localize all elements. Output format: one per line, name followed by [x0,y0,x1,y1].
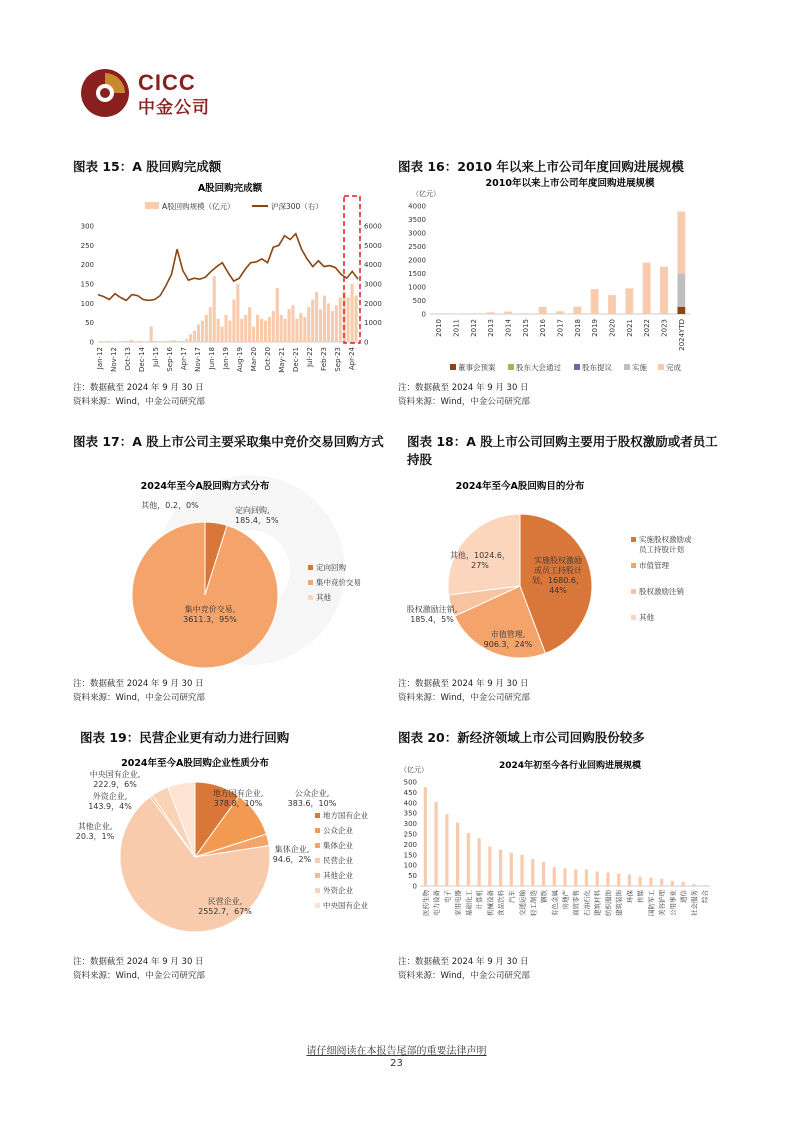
cicc-logo-icon [80,68,130,118]
x-tick-label: 2024YTD [677,319,686,351]
x-tick-label: 美容护理 [658,890,667,916]
legend-swatch [624,364,630,370]
y-left-tick-label: 250 [80,241,94,250]
industry-bar [477,838,480,886]
bar-完成 [573,307,581,314]
x-tick-label: 2019 [591,319,600,337]
buyback-bar [323,296,326,342]
buyback-bar [303,317,306,342]
buyback-bar [221,327,224,342]
y-tick-label: 300 [403,820,417,829]
y-right-tick-label: 5000 [364,241,382,250]
industry-bar [660,879,663,886]
y-axis-unit: （亿元） [412,190,440,198]
industry-bar [596,871,599,886]
x-tick-label: 2018 [573,319,582,337]
x-tick-label: Dec-14 [138,347,146,372]
legend-item: 实施 [632,363,647,372]
x-tick-label: 建筑材料 [593,890,602,916]
fig19-note: 注：数据截至 2024 年 9 月 30 日 [73,957,204,967]
legend-item: 董事会预案 [458,363,496,372]
industry-bar [445,814,448,886]
legend-item: 完成 [666,363,681,372]
y-right-tick-label: 1000 [364,319,382,328]
y-tick-label: 500 [412,297,426,305]
x-tick-label: Sep-23 [334,347,342,372]
buyback-bar [354,296,357,342]
y-tick-label: 350 [403,809,417,818]
x-tick-label: 环保 [625,890,634,903]
chart-buyback-completed [70,178,390,378]
x-tick-label: Jan-12 [96,347,104,370]
x-tick-label: 食品饮料 [497,890,506,916]
x-tick-label: 2011 [452,319,461,337]
buyback-bar [146,341,149,342]
x-tick-label: Nov-17 [194,347,202,372]
bar-完成 [504,312,512,314]
chart-title: A股回购完成额 [197,183,263,194]
x-tick-label: 钢铁 [540,890,549,903]
buyback-bar [335,305,338,342]
legend-swatch [631,537,636,542]
y-tick-label: 1500 [408,270,426,278]
buyback-bar [106,341,109,342]
x-tick-label: 商贸零售 [572,890,581,916]
buyback-bar [252,327,255,342]
buyback-bar [347,298,350,342]
buyback-bar [122,341,125,342]
chart-industry-buyback [398,752,718,952]
industry-bar [435,802,438,886]
pie-label-公众企业: 公众企业, 383.6，10% [287,789,337,808]
industry-bar [488,846,491,886]
bar-实施 [677,274,685,307]
buyback-bar [319,309,322,342]
buyback-bar [134,341,137,342]
x-tick-label: Feb-23 [320,347,328,371]
pie-label-外资企业: 外资企业, 143.9，4% [88,792,132,811]
chart-annual-buyback-progress [398,172,718,372]
y-tick-label: 3500 [408,216,426,224]
x-tick-label: Apr-17 [180,347,188,371]
x-tick-label: 2010 [435,319,444,337]
x-tick-label: Oct-20 [264,347,272,371]
fig18-note: 注：数据截至 2024 年 9 月 30 日 [398,679,529,689]
x-tick-label: 房地产 [561,890,570,910]
x-tick-label: 2015 [521,319,530,337]
y-left-tick-label: 0 [89,338,94,347]
x-tick-label: 计算机 [475,890,484,910]
legend-item-市值管理: 市值管理 [639,561,669,570]
y-tick-label: 100 [403,861,417,870]
x-tick-label: 2017 [556,319,565,337]
chart-buyback-purpose-pie [398,475,718,675]
x-tick-label: 基础化工 [464,890,473,916]
x-tick-label: 电子 [443,890,452,903]
buyback-bar [98,341,101,342]
x-tick-label: 社会服务 [690,890,699,916]
x-tick-label: Jun-18 [208,347,216,370]
legend-item-index: 沪深300（右） [271,202,323,211]
y-axis-unit: （亿元） [400,766,428,774]
x-tick-label: 交通运输 [518,890,527,916]
legend-swatch [574,364,580,370]
pie-label-其他企业: 其他企业, 20.3，1% [75,822,115,841]
fig15-title: 图表 15：A 股回购完成额 [73,159,222,174]
fig20-title: 图表 20：新经济领域上市公司回购股份较多 [398,730,645,745]
legend-item-其他企业: 其他企业 [323,871,353,880]
buyback-bar [256,315,259,342]
legend-swatch [308,565,313,570]
x-tick-label: 轻工制造 [529,890,538,916]
buyback-bar [280,315,283,342]
x-tick-label: 2021 [625,319,634,337]
logo-cn: 中金公司 [138,98,210,118]
industry-bar [639,877,642,886]
legend-swatch [315,843,320,848]
x-tick-label: 2013 [487,319,496,337]
legend-swatch [508,364,514,370]
y-left-tick-label: 100 [80,299,94,308]
buyback-bar [232,299,235,342]
bar-完成 [625,288,633,314]
fig20-note: 注：数据截至 2024 年 9 月 30 日 [398,957,529,967]
fig16-title: 图表 16：2010 年以来上市公司年度回购进展规模 [398,159,684,174]
legend-item: 股东提议 [582,363,612,372]
y-left-tick-label: 150 [80,280,94,289]
buyback-bar [287,309,290,342]
buyback-bar [126,341,129,342]
buyback-bar [339,298,342,342]
industry-bar [563,868,566,886]
buyback-bar [268,317,271,342]
buyback-bar [240,319,243,342]
y-left-tick-label: 300 [80,222,94,231]
x-tick-label: 机械设备 [486,890,495,916]
y-tick-label: 400 [403,799,417,808]
legend-item-民营企业: 民营企业 [323,856,353,865]
buyback-bar [264,321,267,342]
fig18-source: 资料来源：Wind，中金公司研究部 [398,693,530,703]
legend-item-股权激励注销: 股权激励注销 [639,587,684,596]
x-tick-label: Jul-15 [152,347,160,367]
buyback-bar [291,305,294,342]
buyback-bar [205,315,208,342]
buyback-bar [272,311,275,342]
legend-swatch [315,903,320,908]
industry-bar [671,881,674,886]
buyback-bar [213,276,216,342]
x-tick-label: May-21 [278,347,286,373]
x-tick-label: 石油石化 [582,890,591,916]
bar-完成 [643,263,651,314]
bar-完成 [539,307,547,314]
bar-完成 [487,312,495,314]
legend-swatch [631,615,636,620]
chart-title: 2024年至今A股回购方式分布 [140,481,270,492]
industry-bar [456,823,459,886]
y-tick-label: 150 [403,851,417,860]
legend-swatch [315,873,320,878]
footer-disclaimer[interactable]: 请仔细阅读在本报告尾部的重要法律声明 [306,1046,487,1057]
legend-swatch [450,364,456,370]
fig16-source: 资料来源：Wind，中金公司研究部 [398,397,530,407]
y-right-tick-label: 2000 [364,299,382,308]
industry-bar [617,874,620,886]
chart-buyback-method-pie [70,475,390,675]
buyback-bar [201,321,204,342]
buyback-bar [209,307,212,342]
legend-item-定向回购: 定向回购 [316,563,346,572]
pie-label-实施股权激励或员工持股计划: 实施股权激励或员工持股计划，1680.6， 44% [532,556,584,595]
y-tick-label: 0 [412,882,417,891]
legend-item-外资企业: 外资企业 [323,886,353,895]
pie-label-其他: 其他，0.2，0% [141,501,199,510]
bar-董事会预案 [677,307,685,314]
bar-完成 [521,313,529,314]
buyback-bar [315,292,318,342]
pie-label-其他: 其他，1024.6， 27% [450,551,510,570]
buyback-bar [185,339,188,342]
y-tick-label: 1000 [408,283,426,292]
y-tick-label: 0 [421,310,426,319]
fig20-source: 资料来源：Wind，中金公司研究部 [398,971,530,981]
y-left-tick-label: 200 [80,261,94,270]
legend-item-其他: 其他 [316,593,331,602]
fig18-title-line1: 图表 18：A 股上市公司回购主要用于股权激励或者员工 [407,434,718,449]
industry-bar [574,869,577,886]
pie-label-民营企业: 民营企业, 2552.7，67% [198,897,252,916]
chart-title: 2024年至今A股回购目的分布 [455,481,585,492]
buyback-bar [228,321,231,342]
page-number: 23 [390,1058,403,1069]
x-tick-label: 建筑装饰 [615,890,624,916]
y-right-tick-label: 4000 [364,261,382,270]
buyback-bar [165,341,168,342]
pie-label-市值管理: 市值管理, 906.3，24% [483,630,533,649]
fig18-title-line2: 持股 [407,452,433,467]
legend-swatch [315,888,320,893]
legend-swatch [631,589,636,594]
industry-bar [553,867,556,886]
industry-bar [520,855,523,886]
buyback-bar [118,341,121,342]
industry-bar [692,884,695,886]
x-tick-label: 汽车 [507,890,516,903]
buyback-bar [161,341,164,342]
x-tick-label: Nov-12 [110,347,118,372]
buyback-bar [173,340,176,342]
legend-swatch [631,563,636,568]
x-tick-label: 2012 [469,319,478,337]
buyback-bar [331,311,334,342]
fig17-note: 注：数据截至 2024 年 9 月 30 日 [73,679,204,689]
buyback-bar [217,319,220,342]
industry-bar [467,833,470,886]
buyback-bar [276,288,279,342]
x-tick-label: 2022 [643,319,652,337]
industry-bar [606,872,609,886]
buyback-bar [130,340,133,342]
industry-bar [682,882,685,886]
y-tick-label: 450 [403,788,417,797]
buyback-bar [154,341,157,342]
buyback-bar [284,319,287,342]
legend-item-中央国有企业: 中央国有企业 [323,901,368,910]
buyback-bar [295,319,298,342]
fig19-source: 资料来源：Wind，中金公司研究部 [73,971,205,981]
y-tick-label: 200 [403,840,417,849]
pie-label-集体企业: 集体企业, 94.6，2% [272,845,312,864]
chart-title: 2024年初至今各行业回购进展规模 [498,761,642,771]
buyback-bar [248,307,251,342]
y-tick-label: 3000 [408,229,426,238]
x-tick-label: 纺织服饰 [604,890,613,916]
buyback-bar [169,340,172,342]
buyback-bar [260,319,263,342]
y-right-tick-label: 6000 [364,222,382,231]
fig15-source: 资料来源：Wind，中金公司研究部 [73,397,205,407]
legend-item-地方国有企业: 地方国有企业 [323,811,368,820]
buyback-bar [311,299,314,342]
pie-label-股权激励注销: 股权激励注销, 185.4，5% [406,605,458,624]
legend-item-公众企业: 公众企业 [323,826,353,835]
industry-bar [542,862,545,886]
x-tick-label: Oct-13 [124,347,132,371]
chart-title: 2024年至今A股回购企业性质分布 [121,758,269,769]
buyback-bar [193,330,196,342]
fig16-note: 注：数据截至 2024 年 9 月 30 日 [398,383,529,393]
x-tick-label: 家用电器 [454,890,463,916]
buyback-bar [307,307,310,342]
bar-完成 [469,313,477,314]
x-tick-label: 国防军工 [647,890,656,916]
legend-swatch [308,595,313,600]
y-right-tick-label: 0 [364,338,369,347]
industry-bar [649,878,652,886]
buyback-bar [236,284,239,342]
bar-完成 [591,289,599,314]
buyback-bar [189,334,192,342]
buyback-bar [157,341,160,342]
buyback-bar [138,341,141,342]
legend-item-实施股权激励或员工持股计划: 实施股权激励或员工持股计划 [639,535,692,554]
chart-enterprise-nature-pie [70,752,390,952]
buyback-bar [181,341,184,342]
buyback-bar [351,284,354,342]
buyback-bar [299,313,302,342]
industry-bar [499,850,502,886]
y-left-tick-label: 50 [85,319,94,328]
fig15-note: 注：数据截至 2024 年 9 月 30 日 [73,383,204,393]
fig19-title: 图表 19：民营企业更有动力进行回购 [80,730,290,745]
y-tick-label: 500 [403,778,417,787]
x-tick-label: 综合 [701,890,710,903]
legend-swatch [315,858,320,863]
bar-完成 [556,311,564,314]
y-right-tick-label: 3000 [364,280,382,289]
y-tick-label: 2000 [408,256,426,265]
legend-swatch [315,828,320,833]
fig17-title: 图表 17：A 股上市公司主要采取集中竞价交易回购方式 [73,434,384,449]
y-tick-label: 4000 [408,202,426,211]
x-tick-label: 传媒 [636,890,645,903]
x-tick-label: Jan-19 [222,347,230,370]
industry-bar [628,875,631,886]
legend-item-集中竞价交易: 集中竞价交易 [316,578,361,587]
x-tick-label: 通信 [679,890,688,903]
legend-swatch [308,580,313,585]
industry-bar [531,859,534,886]
buyback-bar [177,341,180,342]
x-tick-label: 有色金属 [550,890,559,916]
buyback-bar [197,325,200,342]
chart-title: 2010年以来上市公司年度回购进展规模 [485,178,655,189]
industry-bar [703,885,706,886]
x-tick-label: Apr-24 [348,347,356,371]
bar-完成 [660,267,668,314]
pie-label-定向回购: 定向回购, 185.4，5% [235,506,279,525]
legend-item-集体企业: 集体企业 [323,841,353,850]
x-tick-label: Mar-20 [250,347,258,372]
x-tick-label: 电力设备 [432,890,441,916]
y-tick-label: 2500 [408,243,426,251]
x-tick-label: 2020 [608,319,617,337]
x-tick-label: 2023 [660,319,669,337]
pie-label-中央国有企业: 中央国有企业, 222.9，6% [89,770,141,789]
buyback-bar [224,315,227,342]
industry-bar [510,853,513,886]
industry-bar [585,869,588,886]
x-tick-label: Jul-22 [306,347,314,367]
x-tick-label: 2014 [504,319,513,337]
pie-label-地方国有企业: 地方国有企业, 378.8，10% [212,789,264,808]
buyback-bar [327,303,330,342]
bar-完成 [677,212,685,274]
legend-swatch-buyback [145,202,159,209]
buyback-bar [244,315,247,342]
x-tick-label: Aug-19 [236,347,244,373]
x-tick-label: Sep-16 [166,347,174,372]
y-tick-label: 50 [408,872,417,881]
buyback-bar [110,341,113,342]
legend-item: 股东大会通过 [516,363,561,372]
pie-label-集中竞价交易: 集中竞价交易, 3611.3，95% [183,605,237,624]
x-tick-label: 2016 [539,319,548,337]
logo-en: CICC [138,70,196,95]
legend-swatch [658,364,664,370]
index-line [98,234,358,301]
bar-完成 [608,295,616,314]
y-tick-label: 250 [403,830,417,839]
x-tick-label: 医药生物 [421,890,430,916]
x-tick-label: Dec-21 [292,347,300,372]
legend-item-buyback: A股回购规模（亿元） [162,202,235,211]
legend-swatch [315,813,320,818]
legend-item-其他: 其他 [639,613,654,622]
industry-bar [424,787,427,886]
buyback-bar [150,327,153,342]
x-tick-label: 公用事业 [668,890,677,916]
fig17-source: 资料来源：Wind，中金公司研究部 [73,693,205,703]
